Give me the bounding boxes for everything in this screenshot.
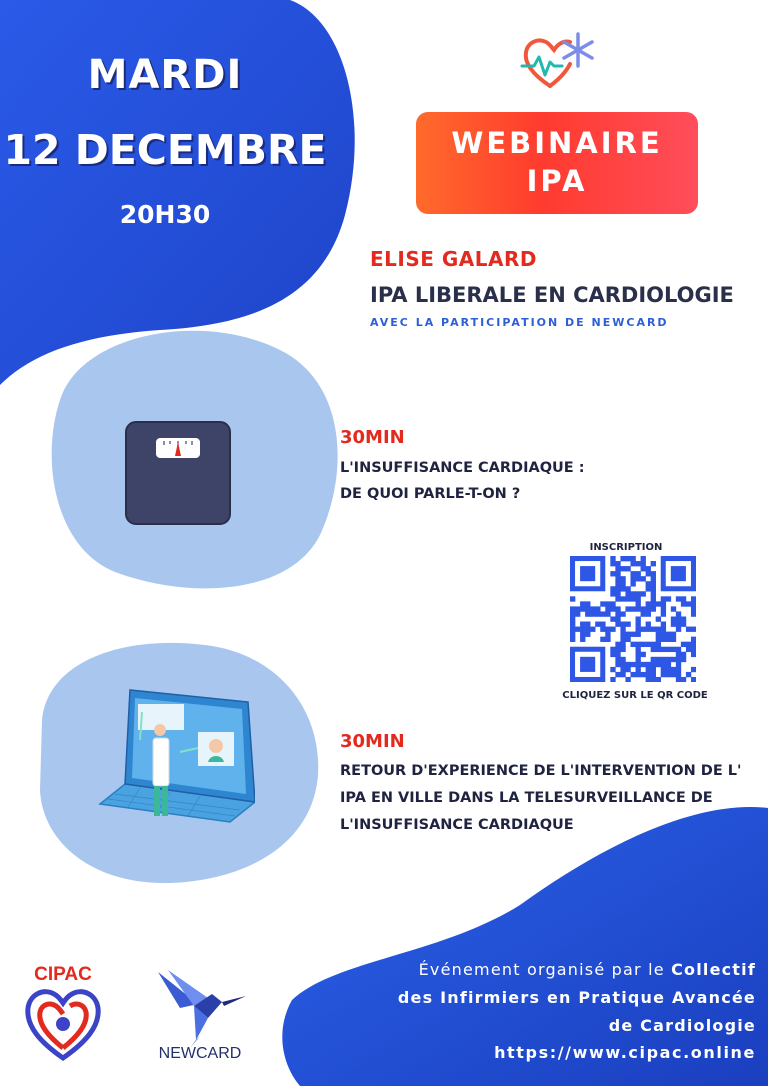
event-date: 12 DECEMBRE: [3, 126, 327, 174]
qr-caption[interactable]: CLIQUEZ SUR LE QR CODE: [562, 690, 708, 701]
organizer-line-3: de Cardiologie: [608, 1016, 756, 1035]
doctor-laptop-illustration: [80, 682, 255, 842]
speaker-participation: AVEC LA PARTICIPATION DE NEWCARD: [370, 316, 669, 329]
webinaire-line-2: IPA: [526, 164, 588, 198]
organizer-url[interactable]: https://www.cipac.online: [494, 1043, 756, 1062]
speaker-name: ELISE GALARD: [370, 247, 537, 271]
session-1-title-line-1: L'INSUFFISANCE CARDIAQUE :: [340, 460, 585, 476]
organizer-line-2: des Infirmiers en Pratique Avancée: [397, 988, 756, 1007]
webinaire-line-1: WEBINAIRE: [451, 126, 663, 160]
session-2-title-line-2: IPA EN VILLE DANS LA TELESURVEILLANCE DE: [340, 790, 713, 806]
event-day: MARDI: [87, 52, 243, 98]
qr-code[interactable]: [570, 556, 696, 682]
event-time: 20H30: [119, 200, 211, 229]
session-2-title-line-1: RETOUR D'EXPERIENCE DE L'INTERVENTION DE L': [340, 763, 742, 779]
speaker-role: IPA LIBERALE EN CARDIOLOGIE: [370, 283, 734, 307]
webinaire-badge: [416, 112, 698, 214]
organizer-line-1: [356, 960, 756, 979]
session-1-duration: 30MIN: [340, 427, 405, 448]
session-2-duration: 30MIN: [340, 731, 405, 752]
cipac-logo-text: CIPAC: [34, 964, 92, 985]
session-2-title-line-3: L'INSUFFISANCE CARDIAQUE: [340, 817, 574, 833]
qr-label: INSCRIPTION: [589, 542, 663, 553]
newcard-logo-text: NEWCARD: [158, 1045, 242, 1062]
scale-icon: [124, 420, 232, 526]
heart-medical-icon: [520, 30, 596, 92]
organizer-prefix: Événement organisé par le: [418, 960, 672, 979]
organizer-collectif: Collectif: [671, 960, 756, 979]
cipac-logo: [22, 962, 104, 1066]
session-1-title-line-2: DE QUOI PARLE-T-ON ?: [340, 486, 521, 502]
